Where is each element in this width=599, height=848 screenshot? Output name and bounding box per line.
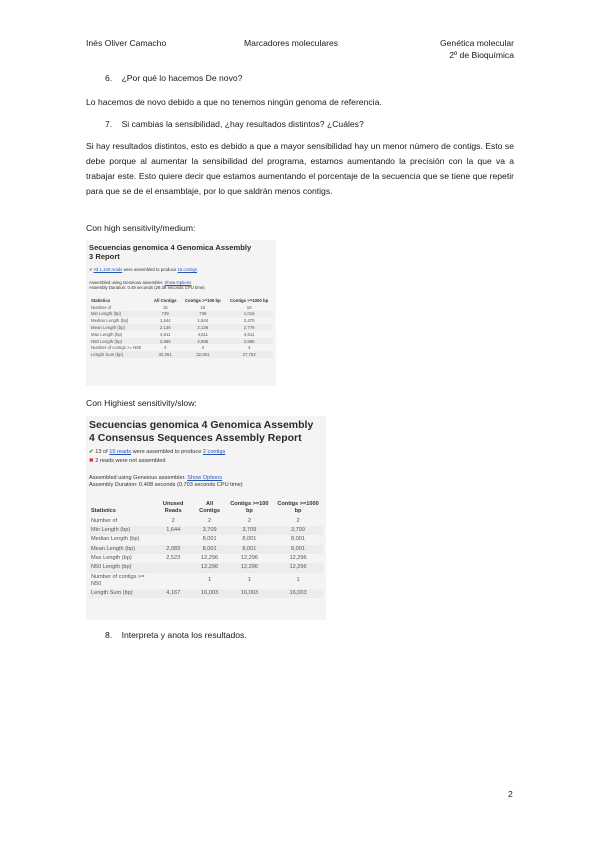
table-cell: 1,644 bbox=[153, 526, 193, 535]
check-icon: ✔ bbox=[89, 267, 93, 272]
table-cell: 12,296 bbox=[226, 563, 273, 572]
report1-col-header: Statistics bbox=[91, 297, 111, 303]
table-cell bbox=[153, 573, 193, 589]
row-label: N50 Length (bp) bbox=[89, 338, 150, 345]
report1-duration: Assembly Duration: 0.49 seconds (29.38 seconds CPU time) bbox=[89, 285, 205, 290]
table-cell: 1 bbox=[247, 577, 251, 584]
question-6-text: ¿Por qué lo hacemos De novo? bbox=[121, 73, 243, 83]
table-row bbox=[89, 344, 273, 351]
report1-col-header: Contigs >=1000 bp bbox=[230, 297, 269, 303]
report1-header-row bbox=[89, 297, 273, 304]
table-cell: 2,470 bbox=[243, 318, 255, 324]
table-cell: 2,083 bbox=[153, 545, 193, 554]
caption-high-sensitivity: Con high sensitivity/medium: bbox=[86, 223, 196, 233]
table-cell: 16,003 bbox=[273, 589, 323, 598]
report1-reads-link[interactable]: All 1,100 reads bbox=[93, 267, 123, 272]
table-cell: 739 bbox=[180, 311, 225, 318]
answer-6: Lo hacemos de novo debido a que no tenemos ningún genoma de referencia. bbox=[86, 97, 382, 107]
report2-line1-mid: were assembled to produce bbox=[131, 449, 203, 455]
table-row bbox=[89, 573, 323, 589]
cross-icon: ✖ bbox=[89, 458, 94, 464]
row-label: Number of bbox=[91, 304, 112, 310]
report2-title-line1: Secuencias genomica 4 Genomica Assembly bbox=[89, 419, 314, 431]
table-cell: 3,709 bbox=[193, 526, 225, 535]
header-course bbox=[440, 38, 514, 60]
row-label: Max Length (bp) bbox=[91, 555, 132, 562]
table-cell: 3,709 bbox=[273, 526, 323, 535]
table-cell: 32,051 bbox=[180, 351, 225, 358]
table-cell: 4 bbox=[164, 345, 167, 351]
page-number: 2 bbox=[508, 789, 513, 799]
table-cell: 8,001 bbox=[202, 536, 217, 543]
table-cell: 3,709 bbox=[226, 526, 273, 535]
table-row bbox=[89, 338, 273, 345]
table-cell: 4,611 bbox=[160, 331, 171, 337]
table-cell: 8,001 bbox=[291, 536, 305, 543]
report1-summary-mid: were assembled to produce bbox=[122, 267, 178, 272]
table-row bbox=[89, 324, 273, 331]
table-row bbox=[89, 554, 323, 563]
row-label: N50 Length (bp) bbox=[89, 563, 153, 572]
header-author: Inés Oliver Camacho bbox=[86, 38, 167, 48]
header-course-line2: 2º de Bioquímica bbox=[449, 50, 514, 60]
table-cell: 8,001 bbox=[273, 545, 323, 554]
table-row bbox=[89, 589, 323, 598]
row-label: Length Sum (bp) bbox=[89, 589, 153, 598]
report2-assembler bbox=[89, 475, 222, 481]
table-cell: 8,001 bbox=[226, 545, 273, 554]
table-cell: 1,644 bbox=[197, 318, 209, 324]
table-row bbox=[89, 317, 273, 324]
table-row bbox=[89, 351, 273, 358]
table-cell: 4,611 bbox=[197, 331, 209, 337]
table-cell: 2 bbox=[171, 517, 175, 524]
table-cell: 12,296 bbox=[273, 563, 323, 572]
table-cell: 8,001 bbox=[242, 536, 257, 543]
table-cell: 2,776 bbox=[225, 324, 273, 331]
table-cell bbox=[153, 535, 193, 544]
question-7 bbox=[105, 117, 364, 132]
table-cell: 1,016 bbox=[225, 311, 273, 318]
report2-contigs-link[interactable]: 2 contigs bbox=[202, 449, 226, 455]
table-cell: 12,296 bbox=[289, 555, 307, 562]
table-row bbox=[89, 545, 323, 554]
row-label: Mean Length (bp) bbox=[89, 545, 153, 554]
table-cell: 4 bbox=[201, 345, 204, 351]
table-cell: 2,136 bbox=[180, 324, 225, 331]
check-icon: ✔ bbox=[89, 449, 94, 455]
question-8-text: Interpreta y anota los resultados. bbox=[121, 630, 247, 640]
row-label: Median Length (bp) bbox=[91, 536, 140, 543]
report1-contigs-link[interactable]: 15 contigs bbox=[177, 267, 198, 272]
table-cell: 4,611 bbox=[243, 331, 255, 337]
table-cell: 16,003 bbox=[193, 589, 225, 598]
table-row bbox=[89, 311, 273, 318]
report2-summary-unassembled bbox=[89, 458, 166, 464]
table-row bbox=[89, 563, 323, 572]
row-label: Min Length (bp) bbox=[89, 526, 153, 535]
table-cell: 2,885 bbox=[150, 338, 180, 345]
question-6 bbox=[105, 71, 242, 86]
table-cell: 2,885 bbox=[180, 338, 225, 345]
table-cell: 2,523 bbox=[166, 555, 181, 562]
row-label: Mean Length (bp) bbox=[89, 324, 150, 331]
table-cell: 15 bbox=[162, 304, 168, 310]
report2-line1-pre: 13 of bbox=[93, 449, 110, 455]
row-label: Min Length (bp) bbox=[89, 311, 150, 318]
report2-header-row bbox=[89, 500, 323, 516]
report2-reads-link[interactable]: 15 reads bbox=[109, 449, 132, 455]
table-cell: 2,885 bbox=[225, 338, 273, 345]
report2-col-header: Unused Reads bbox=[162, 501, 184, 515]
row-label: Number of bbox=[91, 517, 118, 524]
table-row bbox=[89, 331, 273, 338]
table-cell: 12,296 bbox=[201, 555, 219, 562]
table-cell: 16,003 bbox=[226, 589, 273, 598]
report2-col-header: Contigs >=100 bp bbox=[230, 501, 269, 515]
table-row bbox=[89, 304, 273, 311]
table-cell: 2,136 bbox=[150, 324, 180, 331]
report2-assembled-using: Assembled using Geneious assembler. bbox=[89, 475, 188, 481]
header-course-line1: Genética molecular bbox=[439, 38, 514, 48]
table-cell: 4 bbox=[247, 345, 251, 351]
table-cell: 1,644 bbox=[159, 318, 171, 324]
table-cell bbox=[153, 563, 193, 572]
table-cell: 12,296 bbox=[240, 555, 258, 562]
table-cell: 32,051 bbox=[150, 351, 180, 358]
report1-title-line2: 3 Report bbox=[89, 252, 120, 261]
question-8 bbox=[105, 628, 247, 643]
row-label: Number of contigs >= N50 bbox=[91, 345, 142, 351]
report1-title bbox=[89, 243, 251, 261]
report1-title-line1: Secuencias genomica 4 Genomica Assembly bbox=[89, 243, 252, 252]
table-cell: 1 bbox=[296, 577, 300, 584]
table-cell: 2 bbox=[208, 517, 212, 524]
row-label: Median Length (bp) bbox=[91, 318, 129, 324]
report2-line2: 2 reads were not assembled bbox=[93, 458, 166, 464]
question-7-text: Si cambias la sensibilidad, ¿hay resultados distintos? ¿Cuáles? bbox=[121, 119, 364, 129]
report2-col-header: All Contigs bbox=[199, 501, 220, 515]
report1-summary bbox=[89, 267, 197, 273]
table-cell: 1 bbox=[208, 577, 212, 584]
table-cell: 8,001 bbox=[193, 545, 225, 554]
report2-col-header: Statistics bbox=[91, 508, 116, 515]
table-row bbox=[89, 535, 323, 544]
report1-assembled-using: Assembled using Geneious assembler. bbox=[89, 280, 165, 285]
report2-title bbox=[89, 419, 313, 445]
report1-stats-table bbox=[89, 297, 273, 358]
question-7-number: 7. bbox=[105, 119, 113, 129]
row-label: Max Length (bp) bbox=[91, 331, 123, 337]
table-cell: 2 bbox=[247, 517, 251, 524]
report1-col-header: Contigs >=100 bp bbox=[184, 297, 221, 303]
table-cell: 4,167 bbox=[153, 589, 193, 598]
report2-stats-table bbox=[89, 500, 323, 598]
answer-7: Si hay resultados distintos, esto es debido a que a mayor sensibilidad hay un menor número de contigs. Esto se debe porque al aumentar la sensibilidad del programa, estamos aumentando la precisión con la que va a trabajar este. Esto quiere decir que estamos aumentando el porcentaje de la secuencia que se tiene que repetir para que se de el ensamblaje, por lo que saldrán menos contigs. bbox=[86, 141, 514, 196]
assembly-report-slow bbox=[86, 416, 326, 620]
report2-summary-assembled bbox=[89, 449, 225, 455]
header-subject: Marcadores moleculares bbox=[244, 38, 339, 48]
report2-duration: Assembly Duration: 0.408 seconds (0.703 seconds CPU time) bbox=[89, 482, 243, 488]
table-cell: 27,762 bbox=[225, 351, 273, 358]
table-cell: 10 bbox=[246, 304, 252, 310]
row-label: Length Sum (bp) bbox=[89, 351, 150, 358]
table-cell: 12,296 bbox=[193, 563, 225, 572]
report2-title-line2: 4 Consensus Sequences Assembly Report bbox=[89, 432, 302, 444]
report1-col-header: All Contigs bbox=[153, 297, 177, 303]
report1-show-options-link[interactable]: Show Options bbox=[164, 280, 192, 285]
table-row bbox=[89, 516, 323, 525]
assembly-report-medium bbox=[86, 240, 276, 386]
table-cell: 2 bbox=[296, 517, 300, 524]
table-cell: 739 bbox=[150, 311, 180, 318]
table-cell: 15 bbox=[200, 304, 206, 310]
report2-show-options-link[interactable]: Show Options bbox=[187, 475, 223, 481]
row-label: Number of contigs >= N50 bbox=[91, 573, 145, 587]
table-row bbox=[89, 526, 323, 535]
question-6-number: 6. bbox=[105, 73, 113, 83]
report2-col-header: Contigs >=1000 bp bbox=[277, 501, 319, 515]
caption-highest-sensitivity: Con Highiest sensitivity/slow: bbox=[86, 398, 197, 408]
question-8-number: 8. bbox=[105, 630, 113, 640]
